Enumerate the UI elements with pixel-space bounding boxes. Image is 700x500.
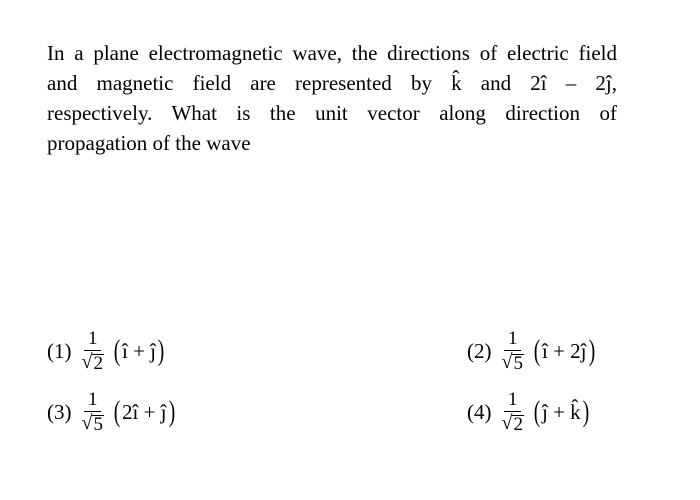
- option-3-radicand: 5: [93, 414, 103, 435]
- question-line-2: and magnetic field are represented by k̂ and 2î – 2ĵ,: [47, 71, 617, 95]
- option-3[interactable]: [47, 389, 177, 435]
- option-1-numerator: 1: [84, 328, 102, 351]
- question-line-4: propagation of the wave: [47, 131, 251, 155]
- option-4-fraction: 1 √ 2: [501, 389, 523, 435]
- option-1-radicand: 2: [93, 353, 103, 374]
- question-text: [47, 38, 617, 158]
- option-1[interactable]: [47, 328, 166, 374]
- option-2[interactable]: [467, 328, 597, 374]
- question-line-3: respectively. What is the unit vector along direction of: [47, 101, 617, 125]
- option-2-number: (2): [467, 338, 492, 363]
- option-2-fraction: 1 √ 5: [501, 328, 523, 374]
- option-3-numerator: 1: [84, 389, 102, 412]
- option-3-expression: ( 2î + ĵ ): [113, 395, 175, 428]
- option-2-expression: ( î + 2ĵ ): [533, 334, 595, 367]
- option-4-expression: ( ĵ + k̂ ): [533, 395, 589, 428]
- option-1-fraction: 1 √ 2: [81, 328, 103, 374]
- option-3-fraction: 1 √ 5: [81, 389, 103, 435]
- option-1-number: (1): [47, 338, 72, 363]
- option-2-radicand: 5: [513, 353, 523, 374]
- option-4-numerator: 1: [504, 389, 522, 412]
- option-4[interactable]: [467, 389, 591, 435]
- question-line-1: In a plane electromagnetic wave, the directions of electric field: [47, 41, 617, 65]
- option-2-numerator: 1: [504, 328, 522, 351]
- option-4-number: (4): [467, 399, 492, 424]
- option-3-number: (3): [47, 399, 72, 424]
- option-1-expression: ( î + ĵ ): [113, 334, 165, 367]
- option-4-radicand: 2: [513, 414, 523, 435]
